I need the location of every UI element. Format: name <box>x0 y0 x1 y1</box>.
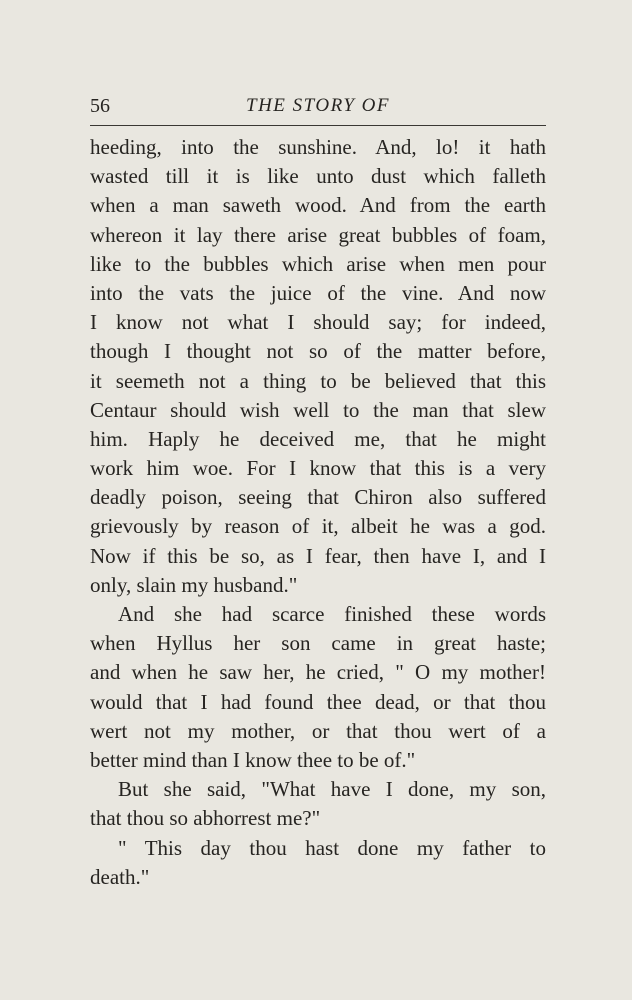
text-line: wasted till it is like unto dust which falleth <box>90 164 546 189</box>
text-line: it seemeth not a thing to be believed that this <box>90 368 546 393</box>
text-line: I know not what I should say; for indeed, <box>90 310 546 335</box>
text-line: whereon it lay there arise great bubbles of foam, <box>90 222 546 247</box>
text-line: though I thought not so of the matter before, <box>90 339 546 364</box>
paragraph-first-line: But she said, "What have I done, my son, <box>118 777 546 802</box>
text-line: only, slain my husband." <box>90 572 298 597</box>
text-line: Centaur should wish well to the man that slew <box>90 397 546 422</box>
text-line: death." <box>90 864 150 889</box>
text-line: when Hyllus her son came in great haste; <box>90 631 546 656</box>
paragraph-first-line: And she had scarce finished these words <box>118 602 546 626</box>
text-line: would that I had found thee dead, or that thou <box>90 689 546 714</box>
text-line: better mind than I know thee to be of." <box>90 747 416 772</box>
text-line: grievously by reason of it, albeit he was a god. <box>90 514 546 539</box>
page-number: 56 <box>90 95 110 117</box>
text-line: Now if this be so, as I fear, then have I, and I <box>90 543 546 568</box>
paragraph-first-line: " This day thou hast done my father to <box>118 835 546 860</box>
text-line: and when he saw her, he cried, " O my mother! <box>90 660 546 685</box>
running-title: THE STORY OF <box>246 95 390 116</box>
running-head <box>90 95 546 123</box>
text-line: deadly poison, seeing that Chiron also suffered <box>90 485 546 510</box>
text-line: work him woe. For I know that this is a very <box>90 456 546 481</box>
text-line: that thou so abhorrest me?" <box>90 806 321 831</box>
text-line: when a man saweth wood. And from the earth <box>90 193 546 218</box>
text-line: like to the bubbles which arise when men pour <box>90 251 546 276</box>
header-rule <box>90 125 546 126</box>
text-line: him. Haply he deceived me, that he might <box>90 426 546 451</box>
text-line: wert not my mother, or that thou wert of a <box>90 718 546 743</box>
text-line: heeding, into the sunshine. And, lo! it hath <box>90 135 546 159</box>
text-line: into the vats the juice of the vine. And now <box>90 280 546 305</box>
body-text <box>90 133 546 892</box>
